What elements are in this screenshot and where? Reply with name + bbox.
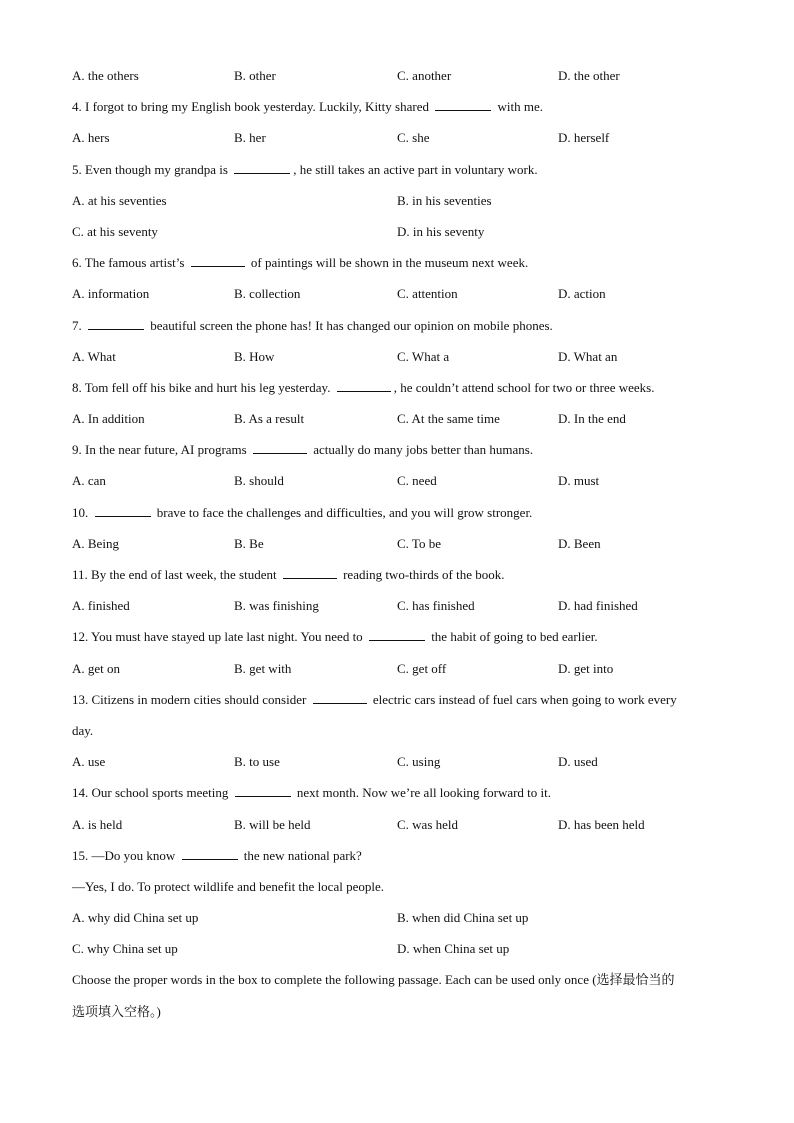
options-row — [72, 753, 724, 784]
answer-option[interactable]: D. What an — [558, 348, 618, 364]
question-stem-start: 15. —Do you know — [72, 847, 179, 863]
question-stem-start: 8. Tom fell off his bike and hurt his leg yesterday. — [72, 379, 334, 395]
question-text — [72, 441, 724, 472]
question-text — [72, 691, 724, 722]
answer-option[interactable]: B. should — [234, 473, 284, 489]
question-text — [72, 847, 724, 878]
answer-option[interactable]: A. hers — [72, 130, 110, 146]
options-row — [72, 816, 724, 847]
options-row — [72, 192, 724, 223]
answer-option[interactable]: B. will be held — [234, 816, 311, 832]
question-text — [72, 379, 724, 410]
answer-blank[interactable] — [253, 442, 307, 454]
question-stem-start: 11. By the end of last week, the student — [72, 567, 280, 582]
answer-option[interactable]: C. get off — [397, 660, 447, 676]
options-row — [72, 67, 724, 98]
options-row — [72, 660, 724, 691]
answer-option[interactable]: B. get with — [234, 660, 292, 676]
options-row — [72, 472, 724, 503]
answer-option[interactable]: A. information — [72, 286, 150, 302]
question-stem-end: next month. Now we’re all looking forward to it. — [293, 785, 552, 801]
answer-option[interactable]: D. In the end — [558, 411, 626, 427]
options-row — [72, 410, 724, 441]
options-row — [72, 223, 724, 254]
question-text — [72, 566, 724, 597]
options-row — [72, 597, 724, 628]
answer-option[interactable]: A. at his seventies — [72, 192, 167, 208]
text-content: day. — [72, 722, 94, 738]
answer-option[interactable]: A. In addition — [72, 411, 145, 427]
answer-option[interactable]: D. when China set up — [397, 941, 510, 957]
answer-blank[interactable] — [337, 380, 391, 392]
answer-option[interactable]: B. As a result — [234, 411, 305, 427]
answer-option[interactable]: C. To be — [397, 535, 441, 551]
answer-option[interactable]: B. in his seventies — [397, 192, 492, 208]
answer-option[interactable]: D. must — [558, 473, 600, 489]
answer-option[interactable]: A. why did China set up — [72, 910, 199, 926]
answer-option[interactable]: A. the others — [72, 68, 139, 83]
question-stem-end: the habit of going to bed earlier. — [427, 629, 598, 645]
answer-blank[interactable] — [182, 848, 238, 860]
question-stem-end: reading two-thirds of the book. — [339, 567, 505, 582]
answer-option[interactable]: A. Being — [72, 535, 119, 551]
answer-option[interactable]: B. was finishing — [234, 598, 319, 614]
answer-option[interactable]: B. Be — [234, 535, 264, 551]
answer-option[interactable]: D. get into — [558, 660, 614, 676]
question-text — [72, 254, 724, 285]
options-row — [72, 535, 724, 566]
options-row — [72, 940, 724, 971]
question-stem-end: brave to face the challenges and difficulties, and you will grow stronger. — [153, 504, 533, 520]
answer-option[interactable]: A. can — [72, 473, 106, 489]
answer-option[interactable]: C. has finished — [397, 598, 475, 614]
question-stem-end: electric cars instead of fuel cars when going to work every — [369, 691, 677, 707]
question-stem-end: , he still takes an active part in voluntary work. — [293, 161, 538, 177]
answer-option[interactable]: C. What a — [397, 348, 450, 364]
text-line — [72, 722, 724, 753]
worksheet-page — [72, 67, 724, 1034]
question-text — [72, 504, 724, 535]
answer-option[interactable]: B. her — [234, 130, 266, 146]
answer-blank[interactable] — [88, 318, 144, 330]
question-text — [72, 784, 724, 815]
text-line — [72, 1003, 724, 1034]
answer-blank[interactable] — [191, 255, 245, 267]
question-stem-end: actually do many jobs better than humans. — [309, 442, 534, 458]
text-content: —Yes, I do. To protect wildlife and benefit the local people. — [72, 878, 384, 894]
answer-option[interactable]: C. she — [397, 130, 430, 146]
text-line — [72, 878, 724, 909]
answer-option[interactable]: A. use — [72, 754, 106, 770]
answer-blank[interactable] — [435, 99, 491, 111]
answer-option[interactable]: C. attention — [397, 286, 458, 302]
answer-option[interactable]: C. was held — [397, 816, 459, 832]
text-line — [72, 971, 724, 1002]
answer-option[interactable]: D. had finished — [558, 598, 638, 614]
question-text — [72, 98, 724, 129]
options-row — [72, 129, 724, 160]
answer-option[interactable]: B. to use — [234, 754, 280, 770]
question-stem-end: beautiful screen the phone has! It has changed our opinion on mobile phones. — [147, 317, 553, 333]
answer-option[interactable]: D. herself — [558, 130, 610, 146]
answer-option[interactable]: B. other — [234, 68, 276, 83]
answer-option[interactable]: D. the other — [558, 68, 620, 83]
answer-option[interactable]: C. need — [397, 473, 437, 489]
question-stem-end: , he couldn’t attend school for two or three weeks. — [393, 379, 655, 395]
answer-option[interactable]: D. used — [558, 754, 598, 770]
answer-option[interactable]: C. why China set up — [72, 941, 178, 957]
question-stem-end: the new national park? — [240, 847, 362, 863]
question-stem-end: of paintings will be shown in the museum next week. — [247, 255, 529, 271]
question-text — [72, 628, 724, 659]
answer-option[interactable]: B. when did China set up — [397, 910, 529, 926]
question-stem-start: 9. In the near future, AI programs — [72, 442, 250, 458]
answer-blank[interactable] — [95, 505, 151, 517]
answer-option[interactable]: D. Been — [558, 535, 601, 551]
answer-option[interactable]: A. finished — [72, 598, 130, 614]
answer-blank[interactable] — [235, 785, 291, 797]
answer-option[interactable]: B. collection — [234, 286, 301, 302]
answer-option[interactable]: A. get on — [72, 660, 121, 676]
answer-option[interactable]: C. another — [397, 68, 452, 83]
question-text — [72, 161, 724, 192]
question-stem-start: 10. — [72, 504, 92, 520]
answer-blank[interactable] — [234, 162, 290, 174]
answer-blank[interactable] — [369, 629, 425, 641]
question-stem-end: with me. — [494, 99, 543, 115]
question-text — [72, 317, 724, 348]
answer-option[interactable]: D. action — [558, 286, 606, 302]
answer-option[interactable]: D. in his seventy — [397, 223, 485, 239]
answer-option[interactable]: C. using — [397, 754, 441, 770]
answer-blank[interactable] — [313, 692, 367, 704]
answer-option[interactable]: A. is held — [72, 816, 123, 832]
answer-blank[interactable] — [283, 567, 337, 579]
answer-option[interactable]: B. How — [234, 348, 275, 364]
text-content: Choose the proper words in the box to complete the following passage. Each can be used only once (选择最恰当的 — [72, 972, 675, 988]
answer-option[interactable]: A. What — [72, 348, 116, 364]
question-stem-start: 12. You must have stayed up late last night. You need to — [72, 629, 366, 645]
question-stem-start: 7. — [72, 317, 85, 333]
options-row — [72, 909, 724, 940]
question-stem-start: 13. Citizens in modern cities should consider — [72, 691, 310, 707]
question-stem-start: 4. I forgot to bring my English book yesterday. Luckily, Kitty shared — [72, 99, 433, 115]
answer-option[interactable]: D. has been held — [558, 816, 645, 832]
text-content: 选项填入空格。) — [72, 1003, 161, 1019]
question-stem-start: 6. The famous artist’s — [72, 255, 188, 271]
answer-option[interactable]: C. at his seventy — [72, 223, 158, 239]
question-stem-start: 14. Our school sports meeting — [72, 785, 232, 801]
options-row — [72, 348, 724, 379]
question-stem-start: 5. Even though my grandpa is — [72, 161, 232, 177]
options-row — [72, 285, 724, 316]
answer-option[interactable]: C. At the same time — [397, 411, 500, 427]
